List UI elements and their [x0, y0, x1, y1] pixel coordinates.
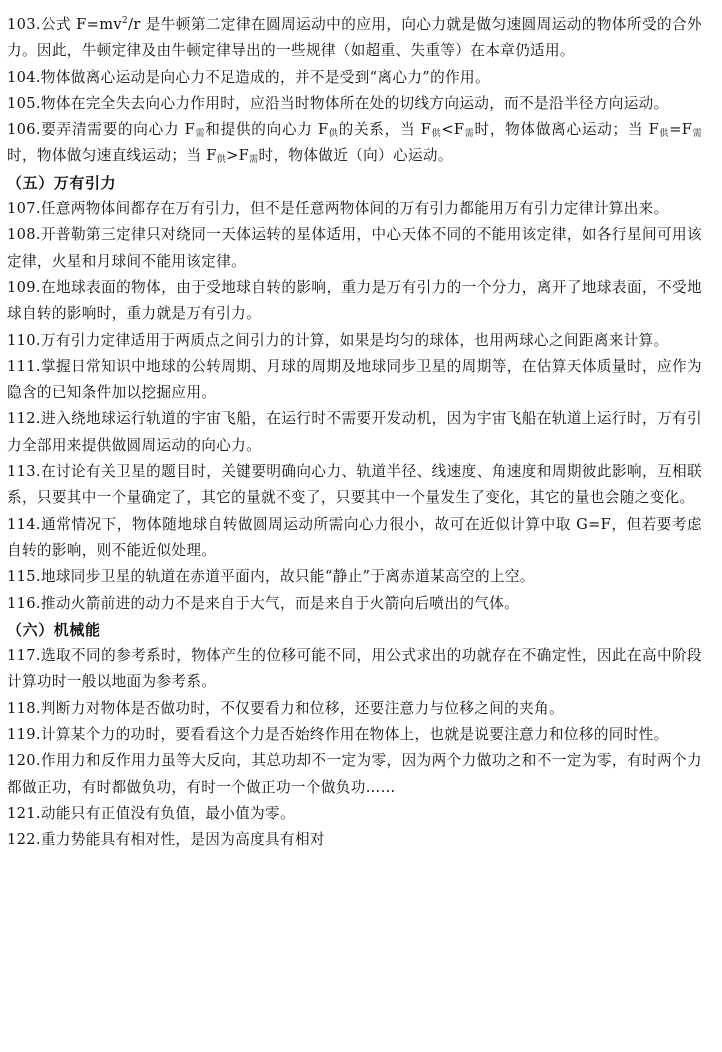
- item-105: 105.物体在完全失去向心力作用时，应沿当时物体所在处的切线方向运动，而不是沿半径方向运动。: [7, 94, 669, 112]
- item-104: 104.物体做离心运动是向心力不足造成的，并不是受到“离心力”的作用。: [7, 68, 490, 86]
- item-122: 122.重力势能具有相对性，是因为高度具有相对: [7, 831, 325, 849]
- subscript: 供: [216, 155, 227, 166]
- superscript: 2: [121, 16, 129, 26]
- item-114: 114.通常情况下，物体随地球自转做圆周运动所需向心力很小，故可在近似计算中取 G=F，但若要考虑自转的影响，则不能近似处理。: [7, 515, 702, 559]
- item-117: 117.选取不同的参考系时，物体产生的位移可能不同，用公式求出的功就存在不确定性，因此在高中阶段计算功时一般以地面为参考系。: [7, 647, 702, 691]
- item-115: 115.地球同步卫星的轨道在赤道平面内，故只能“静止”于离赤道某高空的上空。: [7, 568, 535, 586]
- item-118: 118.判断力对物体是否做功时，不仅要看力和位移，还要注意力与位移之间的夹角。: [7, 699, 564, 717]
- item-112: 112.进入绕地球运行轨道的宇宙飞船，在运行时不需要开发动机，因为宇宙飞船在轨道上运行时，万有引力全部用来提供做圆周运动的向心力。: [7, 410, 702, 454]
- section-heading-mechanical-energy: （六）机械能: [7, 620, 101, 639]
- subscript: 需: [692, 129, 702, 140]
- item-106: 106.要弄清需要的向心力 $F_需$和提供的向心力 $F_供$的关系，当 $F_供<F_需$时，物体做离心运动；当 $F_供=F_需$时，物体做匀速直线运动；当 $F_供>F_需$时，物体做近（向）心运动。: [7, 121, 702, 166]
- item-109: 109.在地球表面的物体，由于受地球自转的影响，重力是万有引力的一个分力，离开了地球表面，不受地球自转的影响时，重力就是万有引力。: [7, 278, 702, 323]
- item-119: 119.计算某个力的功时，要看看这个力是否始终作用在物体上，也就是说要注意力和位移的同时性。: [7, 726, 669, 744]
- item-116: 116.推动火箭前进的动力不是来自于大气，而是来自于火箭向后喷出的气体。: [7, 594, 520, 612]
- subscript: 需: [249, 155, 259, 166]
- item-111: 111.掌握日常知识中地球的公转周期、月球的周期及地球同步卫星的周期等，在估算天体质量时，应作为隐含的已知条件加以挖掘应用。: [7, 357, 702, 402]
- item-110: 110.万有引力定律适用于两质点之间引力的计算，如果是均匀的球体，也用两球心之间距离来计算。: [7, 331, 669, 349]
- subscript: 需: [195, 129, 206, 140]
- watermark-fade: [344, 1008, 384, 1030]
- item-113: 113.在讨论有关卫星的题目时，关键要明确向心力、轨道半径、线速度、角速度和周期彼此影响，互相联系，只要其中一个量确定了，其它的量就不变了，只要其中一个量发生了变化，其它的量也会随之变化。: [7, 463, 702, 507]
- item-108: 108.开普勒第三定律只对绕同一天体运转的星体适用，中心天体不同的不能用该定律，如各行星间可用该定律，火星和月球间不能用该定律。: [7, 226, 702, 270]
- item-121: 121.动能只有正值没有负值，最小值为零。: [7, 804, 295, 822]
- subscript: 需: [464, 129, 475, 140]
- item-103: 103.公式 $F=mv^2/r$ 是牛顿第二定律在圆周运动中的应用，向心力就是做匀速圆周运动的物体所受的合外力。因此，牛顿定律及由牛顿定律导出的一些规律（如超重、失重等）在本章仍适用。: [7, 16, 702, 60]
- section-heading-universal-gravitation: （五）万有引力: [7, 173, 117, 192]
- item-120: 120.作用力和反作用力虽等大反向，其总功却不一定为零，因为两个力做功之和不一定为零，有时两个力都做正功，有时都做负功，有时一个做正功一个做负功……: [7, 752, 702, 796]
- subscript: 供: [431, 129, 442, 140]
- subscript: 供: [328, 129, 339, 140]
- item-107: 107.任意两物体间都存在万有引力，但不是任意两物体间的万有引力都能用万有引力定律计算出来。: [7, 200, 669, 218]
- subscript: 供: [659, 129, 670, 140]
